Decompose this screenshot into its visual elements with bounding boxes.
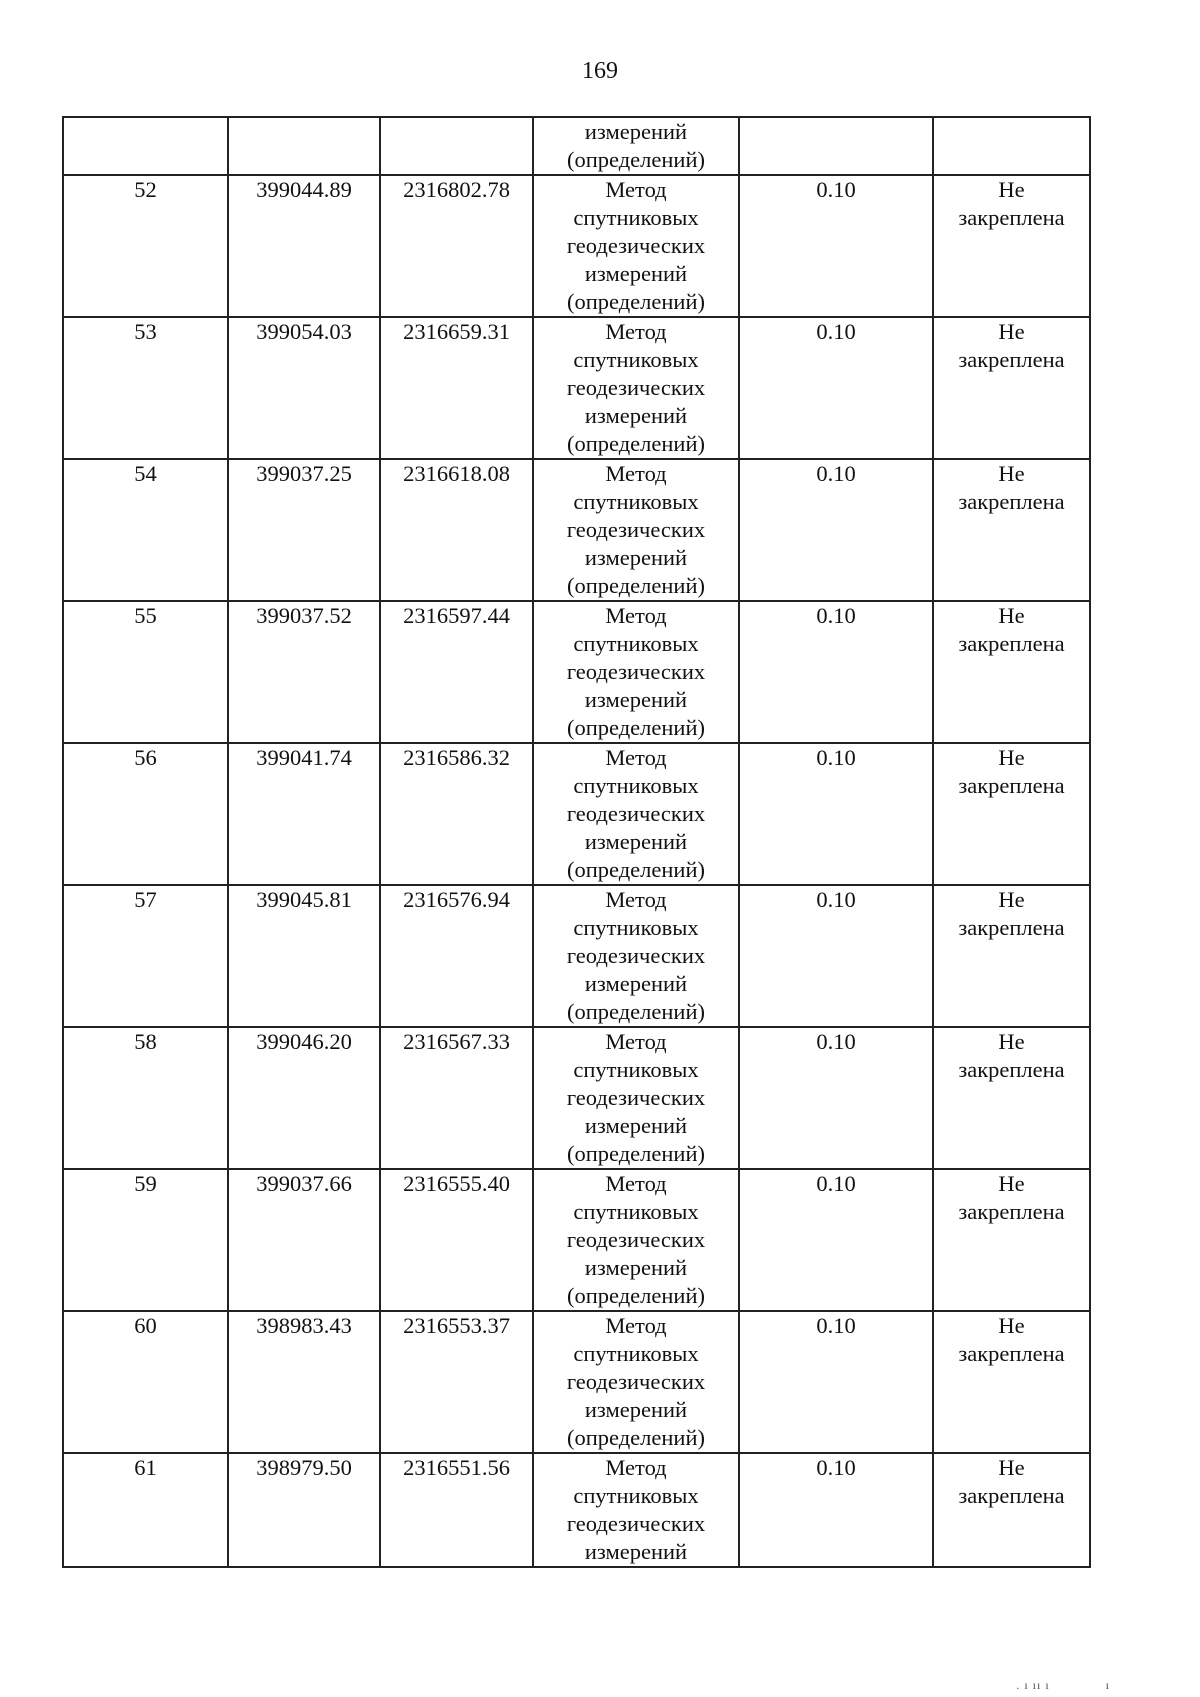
- method-line: измерений: [584, 687, 688, 712]
- cell-point: [63, 1311, 228, 1453]
- accuracy-value: 0.10: [816, 1029, 856, 1054]
- cell-point: [63, 601, 228, 743]
- coord-y: 2316551.56: [403, 1455, 510, 1480]
- cell-method: [533, 175, 739, 317]
- table-row: [63, 743, 1090, 885]
- fixing-line: закреплена: [958, 489, 1065, 514]
- method-line: Метод: [605, 1313, 667, 1338]
- method-line: (определений): [567, 1283, 705, 1308]
- cell-accuracy: [739, 1453, 933, 1567]
- coord-y: 2316555.40: [403, 1171, 510, 1196]
- cell-method: [533, 317, 739, 459]
- cell-y: [380, 743, 533, 885]
- fixing-line: закреплена: [958, 1483, 1065, 1508]
- cell-accuracy: [739, 117, 933, 175]
- method-line: геодезических: [566, 659, 706, 684]
- fixing-line: закреплена: [958, 205, 1065, 230]
- cell-fixing: [933, 1169, 1090, 1311]
- cell-fixing: [933, 175, 1090, 317]
- coord-y: 2316567.33: [403, 1029, 510, 1054]
- cell-point: [63, 459, 228, 601]
- cell-fixing: [933, 459, 1090, 601]
- fixing-line: Не: [998, 1455, 1025, 1480]
- coord-x: 399037.66: [256, 1171, 352, 1196]
- cell-method: [533, 459, 739, 601]
- cell-x: [228, 1169, 380, 1311]
- continued-row: [63, 117, 1090, 175]
- method-line: спутниковых: [573, 915, 699, 940]
- table-row: [63, 885, 1090, 1027]
- method-line: Метод: [605, 603, 667, 628]
- cell-method: [533, 743, 739, 885]
- point-number: 59: [134, 1171, 157, 1196]
- cell-accuracy: [739, 601, 933, 743]
- table-row: [63, 317, 1090, 459]
- cell-y: [380, 885, 533, 1027]
- coord-x: 399045.81: [256, 887, 352, 912]
- cell-x: [228, 117, 380, 175]
- cell-x: [228, 175, 380, 317]
- cell-method: [533, 1169, 739, 1311]
- method-line: (определений): [567, 289, 705, 314]
- accuracy-value: 0.10: [816, 1313, 856, 1338]
- cell-fixing: [933, 117, 1090, 175]
- cell-y: [380, 117, 533, 175]
- method-line: спутниковых: [573, 1483, 699, 1508]
- method-line: измерений: [584, 1255, 688, 1280]
- cell-y: [380, 1311, 533, 1453]
- cell-y: [380, 1453, 533, 1567]
- table-row: [63, 1169, 1090, 1311]
- method-line: (определений): [567, 857, 705, 882]
- coord-x: 398979.50: [256, 1455, 352, 1480]
- method-line: (определений): [567, 431, 705, 456]
- cell-x: [228, 885, 380, 1027]
- fixing-line: Не: [998, 319, 1025, 344]
- fixing-line: Не: [998, 1029, 1025, 1054]
- cell-x: [228, 1027, 380, 1169]
- fixing-line: Не: [998, 177, 1025, 202]
- cell-y: [380, 1027, 533, 1169]
- cell-x: [228, 1453, 380, 1567]
- method-line: измерений: [584, 119, 688, 144]
- cell-fixing: [933, 1453, 1090, 1567]
- accuracy-value: 0.10: [816, 319, 856, 344]
- cell-x: [228, 1311, 380, 1453]
- coord-y: 2316802.78: [403, 177, 510, 202]
- method-line: измерений: [584, 261, 688, 286]
- method-line: геодезических: [566, 1369, 706, 1394]
- cell-fixing: [933, 1311, 1090, 1453]
- method-line: геодезических: [566, 233, 706, 258]
- cell-x: [228, 743, 380, 885]
- method-line: геодезических: [566, 801, 706, 826]
- cell-accuracy: [739, 317, 933, 459]
- coord-y: 2316597.44: [403, 603, 510, 628]
- accuracy-value: 0.10: [816, 1455, 856, 1480]
- cell-y: [380, 175, 533, 317]
- method-line: геодезических: [566, 375, 706, 400]
- method-line: измерений: [584, 829, 688, 854]
- cell-fixing: [933, 601, 1090, 743]
- method-line: (определений): [567, 1425, 705, 1450]
- cell-x: [228, 317, 380, 459]
- fixing-line: закреплена: [958, 347, 1065, 372]
- cell-fixing: [933, 317, 1090, 459]
- coordinates-table: [62, 116, 1091, 1568]
- fixing-line: закреплена: [958, 915, 1065, 940]
- table-row: [63, 175, 1090, 317]
- point-number: 55: [134, 603, 157, 628]
- fixing-line: закреплена: [958, 1341, 1065, 1366]
- coord-x: 399037.52: [256, 603, 352, 628]
- coord-y: 2316586.32: [403, 745, 510, 770]
- method-line: спутниковых: [573, 1199, 699, 1224]
- point-number: 53: [134, 319, 157, 344]
- cell-accuracy: [739, 1311, 933, 1453]
- method-line: спутниковых: [573, 489, 699, 514]
- coord-x: 399054.03: [256, 319, 352, 344]
- method-line: измерений: [584, 1539, 688, 1564]
- cell-point: [63, 743, 228, 885]
- cell-y: [380, 1169, 533, 1311]
- cell-method: [533, 117, 739, 175]
- cell-point: [63, 117, 228, 175]
- coord-y: 2316553.37: [403, 1313, 510, 1338]
- table-row: [63, 601, 1090, 743]
- fixing-line: закреплена: [958, 631, 1065, 656]
- method-line: (определений): [567, 573, 705, 598]
- fixing-line: закреплена: [958, 773, 1065, 798]
- coord-x: 399044.89: [256, 177, 352, 202]
- cell-y: [380, 459, 533, 601]
- table-body: [63, 117, 1090, 1567]
- coord-x: 399037.25: [256, 461, 352, 486]
- cell-accuracy: [739, 1169, 933, 1311]
- method-line: спутниковых: [573, 347, 699, 372]
- coord-y: 2316618.08: [403, 461, 510, 486]
- accuracy-value: 0.10: [816, 745, 856, 770]
- table-row: [63, 1027, 1090, 1169]
- page-number: 169: [582, 58, 618, 84]
- cell-y: [380, 601, 533, 743]
- fixing-line: Не: [998, 1313, 1025, 1338]
- accuracy-value: 0.10: [816, 461, 856, 486]
- method-line: Метод: [605, 461, 667, 486]
- fixing-line: закреплена: [958, 1199, 1065, 1224]
- method-line: измерений: [584, 403, 688, 428]
- cell-point: [63, 175, 228, 317]
- method-line: геодезических: [566, 1511, 706, 1536]
- fixing-line: Не: [998, 461, 1025, 486]
- method-line: (определений): [567, 1141, 705, 1166]
- accuracy-value: 0.10: [816, 603, 856, 628]
- method-line: измерений: [584, 1397, 688, 1422]
- cell-point: [63, 1169, 228, 1311]
- cell-method: [533, 1027, 739, 1169]
- method-line: спутниковых: [573, 773, 699, 798]
- cell-point: [63, 317, 228, 459]
- method-line: Метод: [605, 887, 667, 912]
- table-row: [63, 1453, 1090, 1567]
- cell-point: [63, 1453, 228, 1567]
- coord-x: 398983.43: [256, 1313, 352, 1338]
- scan-marks: . ı ıı ı ı: [1016, 1678, 1110, 1692]
- cell-accuracy: [739, 885, 933, 1027]
- method-line: геодезических: [566, 517, 706, 542]
- cell-accuracy: [739, 459, 933, 601]
- method-line: спутниковых: [573, 1057, 699, 1082]
- cell-accuracy: [739, 1027, 933, 1169]
- point-number: 60: [134, 1313, 157, 1338]
- coord-x: 399041.74: [256, 745, 352, 770]
- cell-method: [533, 601, 739, 743]
- method-line: геодезических: [566, 943, 706, 968]
- cell-y: [380, 317, 533, 459]
- coord-x: 399046.20: [256, 1029, 352, 1054]
- cell-fixing: [933, 743, 1090, 885]
- cell-method: [533, 1311, 739, 1453]
- method-line: Метод: [605, 745, 667, 770]
- point-number: 54: [134, 461, 157, 486]
- accuracy-value: 0.10: [816, 887, 856, 912]
- method-line: (определений): [567, 147, 705, 172]
- coord-y: 2316576.94: [403, 887, 510, 912]
- point-number: 56: [134, 745, 157, 770]
- method-line: спутниковых: [573, 205, 699, 230]
- cell-fixing: [933, 885, 1090, 1027]
- method-line: измерений: [584, 545, 688, 570]
- fixing-line: Не: [998, 745, 1025, 770]
- accuracy-value: 0.10: [816, 1171, 856, 1196]
- cell-method: [533, 1453, 739, 1567]
- coord-y: 2316659.31: [403, 319, 510, 344]
- cell-fixing: [933, 1027, 1090, 1169]
- method-line: Метод: [605, 1029, 667, 1054]
- fixing-line: Не: [998, 1171, 1025, 1196]
- method-line: Метод: [605, 319, 667, 344]
- method-line: геодезических: [566, 1085, 706, 1110]
- method-line: спутниковых: [573, 631, 699, 656]
- fixing-line: Не: [998, 603, 1025, 628]
- fixing-line: закреплена: [958, 1057, 1065, 1082]
- method-line: Метод: [605, 1171, 667, 1196]
- cell-x: [228, 459, 380, 601]
- cell-x: [228, 601, 380, 743]
- method-line: измерений: [584, 1113, 688, 1138]
- method-line: спутниковых: [573, 1341, 699, 1366]
- accuracy-value: 0.10: [816, 177, 856, 202]
- point-number: 57: [134, 887, 157, 912]
- table-row: [63, 459, 1090, 601]
- method-line: (определений): [567, 715, 705, 740]
- table-row: [63, 1311, 1090, 1453]
- cell-point: [63, 1027, 228, 1169]
- cell-accuracy: [739, 175, 933, 317]
- cell-accuracy: [739, 743, 933, 885]
- point-number: 52: [134, 177, 157, 202]
- cell-method: [533, 885, 739, 1027]
- point-number: 61: [134, 1455, 157, 1480]
- point-number: 58: [134, 1029, 157, 1054]
- method-line: Метод: [605, 177, 667, 202]
- fixing-line: Не: [998, 887, 1025, 912]
- method-line: Метод: [605, 1455, 667, 1480]
- method-line: геодезических: [566, 1227, 706, 1252]
- method-line: (определений): [567, 999, 705, 1024]
- method-line: измерений: [584, 971, 688, 996]
- cell-point: [63, 885, 228, 1027]
